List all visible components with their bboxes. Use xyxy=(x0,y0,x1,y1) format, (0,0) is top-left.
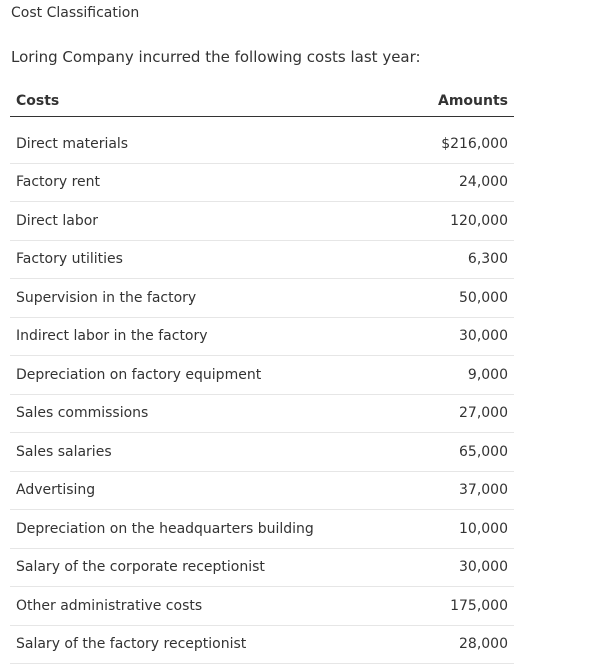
table-row xyxy=(10,625,514,664)
table-row xyxy=(10,317,514,356)
cost-label: Factory rent xyxy=(10,163,409,202)
table-header-row xyxy=(10,86,514,117)
cost-label: Advertising xyxy=(10,471,409,510)
cost-amount: 175,000 xyxy=(409,587,514,626)
table-row xyxy=(10,202,514,241)
cost-amount: 24,000 xyxy=(409,163,514,202)
table-row xyxy=(10,587,514,626)
cost-label: Direct materials xyxy=(10,125,409,163)
table-row xyxy=(10,240,514,279)
cost-label: Other administrative costs xyxy=(10,587,409,626)
cost-label: Depreciation on the headquarters building xyxy=(10,510,409,549)
cost-amount: 37,000 xyxy=(409,471,514,510)
cost-amount: 30,000 xyxy=(409,548,514,587)
cost-table xyxy=(10,86,514,664)
intro-text: Loring Company incurred the following costs last year: xyxy=(11,48,421,66)
cost-table-body xyxy=(10,117,514,664)
table-row xyxy=(10,510,514,549)
cost-amount: 6,300 xyxy=(409,240,514,279)
cost-amount: 50,000 xyxy=(409,279,514,318)
cost-amount: 27,000 xyxy=(409,394,514,433)
cost-amount: 28,000 xyxy=(409,625,514,664)
table-row xyxy=(10,356,514,395)
cost-amount: 120,000 xyxy=(409,202,514,241)
cost-amount: 9,000 xyxy=(409,356,514,395)
cost-label: Indirect labor in the factory xyxy=(10,317,409,356)
page-title: Cost Classification xyxy=(11,5,140,21)
cost-label: Depreciation on factory equipment xyxy=(10,356,409,395)
cost-label: Direct labor xyxy=(10,202,409,241)
amounts-column-header: Amounts xyxy=(409,86,514,117)
cost-amount: 10,000 xyxy=(409,510,514,549)
cost-label: Sales salaries xyxy=(10,433,409,472)
cost-label: Salary of the factory receptionist xyxy=(10,625,409,664)
table-row xyxy=(10,279,514,318)
cost-label: Sales commissions xyxy=(10,394,409,433)
cost-amount: $216,000 xyxy=(409,125,514,163)
cost-amount: 30,000 xyxy=(409,317,514,356)
header-spacer xyxy=(10,117,514,126)
table-row xyxy=(10,471,514,510)
table-row xyxy=(10,548,514,587)
cost-label: Supervision in the factory xyxy=(10,279,409,318)
table-row xyxy=(10,394,514,433)
table-row xyxy=(10,433,514,472)
table-row xyxy=(10,163,514,202)
table-row xyxy=(10,125,514,163)
costs-column-header: Costs xyxy=(10,86,409,117)
cost-label: Salary of the corporate receptionist xyxy=(10,548,409,587)
cost-amount: 65,000 xyxy=(409,433,514,472)
cost-label: Factory utilities xyxy=(10,240,409,279)
